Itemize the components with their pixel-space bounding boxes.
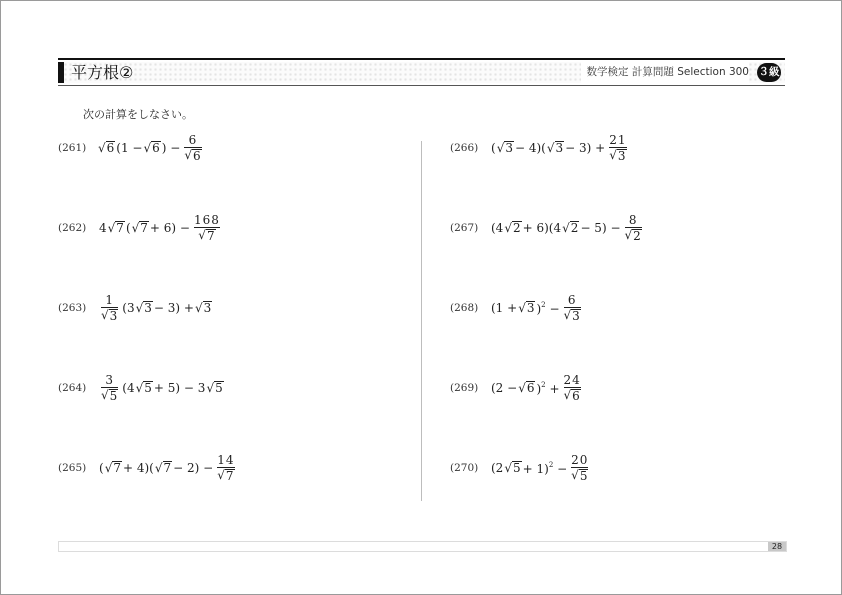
- series-title: 数学検定 計算問題 Selection 300: [581, 62, 749, 83]
- page-header: [58, 58, 785, 87]
- problem-number: (268): [450, 302, 479, 314]
- problem-265: [58, 451, 238, 485]
- problem-262: [58, 211, 223, 245]
- page-title: 平方根②: [71, 63, 134, 82]
- grade-badge: ３級: [757, 63, 781, 82]
- problem-270: [450, 451, 591, 485]
- instruction-text: 次の計算をしなさい。: [83, 108, 193, 121]
- problem-268: [450, 291, 584, 325]
- problem-expression: 4 √ 7 ( √ 7 + 6) − 168 √ 7: [99, 213, 220, 243]
- problem-267: [450, 211, 645, 245]
- page-footer: [58, 541, 787, 552]
- problem-expression: (2 − √ 6 )$^2$ + 24 √ 6: [491, 373, 581, 403]
- problem-number: (270): [450, 462, 479, 474]
- problem-number: (263): [58, 302, 87, 314]
- problem-261: [58, 131, 205, 165]
- problem-expression: ( √ 7 + 4)( √ 7 − 2) − 14 √ 7: [99, 453, 235, 483]
- problem-number: (261): [58, 142, 87, 154]
- problem-number: (266): [450, 142, 479, 154]
- problem-expression: 1 √ 3 (3 √ 3 − 3) + √ 3: [101, 293, 212, 323]
- problem-number: (264): [58, 382, 87, 394]
- header-bottom-rule: [58, 85, 785, 86]
- problem-expression: (2 √ 5 + 1)$^2$ − 20 √ 5: [491, 453, 589, 483]
- problem-269: [450, 371, 584, 405]
- header-top-rule: [58, 58, 785, 60]
- problem-number: (265): [58, 462, 87, 474]
- page-number: 28: [768, 542, 786, 551]
- problem-number: (269): [450, 382, 479, 394]
- column-divider: [421, 141, 422, 501]
- problem-expression: (4 √ 2 + 6)(4 √ 2 − 5) − 8 √ 2: [491, 213, 641, 243]
- problem-expression: √ 6 (1 − √ 6 ) − 6 √ 6: [98, 133, 201, 163]
- problem-number: (262): [58, 222, 87, 234]
- problem-266: [450, 131, 630, 165]
- problem-263: [58, 291, 212, 325]
- problem-number: (267): [450, 222, 479, 234]
- problem-expression: 3 √ 5 (4 √ 5 + 5) − 3 √ 5: [101, 373, 223, 403]
- problem-264: [58, 371, 224, 405]
- problem-expression: ( √ 3 − 4)( √ 3 − 3) + 21 √ 3: [491, 133, 627, 163]
- header-marker: [58, 62, 64, 83]
- problem-expression: (1 + √ 3 )$^2$ − 6 √ 3: [491, 293, 580, 323]
